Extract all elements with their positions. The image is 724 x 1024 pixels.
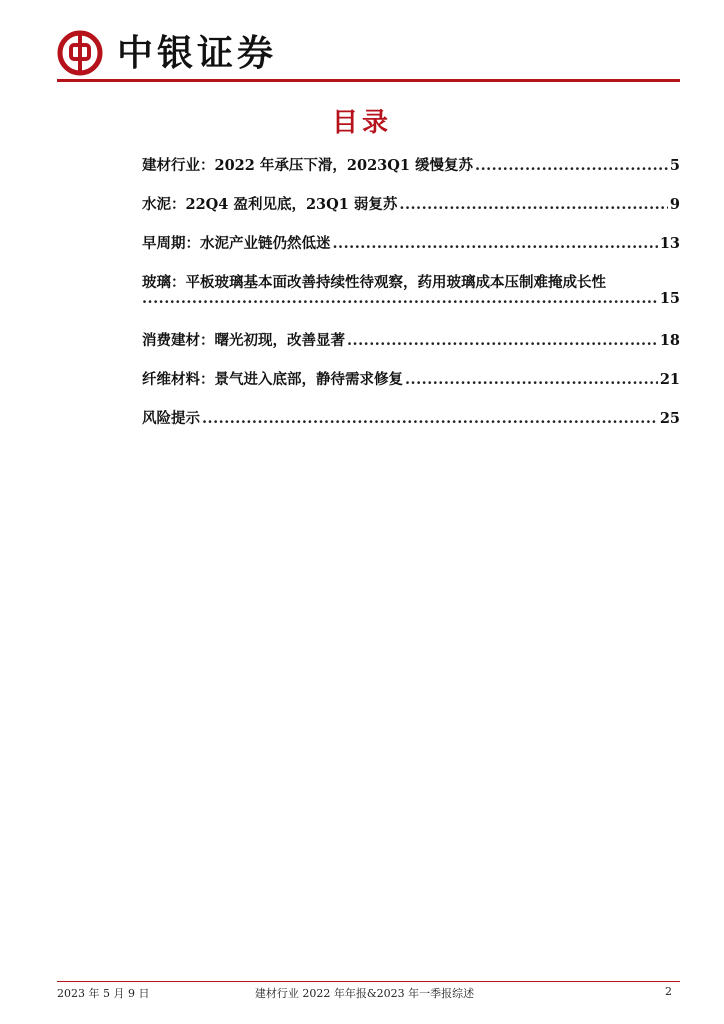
toc-entry-title: 建材行业：2022 年承压下滑，2023Q1 缓慢复苏 [142,157,474,174]
toc-entry[interactable] [142,368,680,387]
toc-entry-page: 9 [669,196,680,213]
page-footer [57,985,672,1001]
toc-entry-page: 18 [659,332,680,349]
footer-page-number: 2 [665,985,672,998]
report-header [57,30,277,76]
table-of-contents [142,154,680,426]
toc-leader-dots [405,371,658,388]
toc-entry[interactable] [142,271,680,309]
toc-title: 目录 [331,108,392,138]
toc-entry-page: 21 [659,371,680,388]
footer-date: 2023 年 5 月 9 日 [57,987,150,1000]
brand-name: 中银证券 [117,32,278,74]
toc-entry-page: 25 [659,410,680,427]
toc-leader-dots [333,235,658,252]
toc-entry-page: 13 [659,235,680,252]
toc-entry-title: 风险提示 [142,410,200,427]
toc-entry-title: 早周期：水泥产业链仍然低迷 [142,235,331,252]
toc-entry-title: 水泥：22Q4 盈利见底，23Q1 弱复苏 [142,196,398,213]
toc-entry[interactable] [142,154,680,173]
toc-entry[interactable] [142,407,680,426]
toc-entry[interactable] [142,193,680,212]
toc-entry-title: 纤维材料：景气进入底部，静待需求修复 [142,371,403,388]
toc-entry[interactable] [142,232,680,251]
bank-of-china-logo-icon [57,30,103,76]
toc-leader-dots [142,290,658,307]
footer-report-title: 建材行业 2022 年年报&2023 年一季报综述 [254,987,475,1000]
toc-leader-dots [347,332,658,349]
toc-entry[interactable] [142,329,680,348]
toc-leader-dots [399,196,668,213]
toc-entry-page: 5 [669,157,680,174]
toc-entry-title: 玻璃：平板玻璃基本面改善持续性待观察，药用玻璃成本压制难掩成长性 [142,274,606,291]
toc-leader-dots [202,410,658,427]
toc-entry-title: 消费建材：曙光初现，改善显著 [142,332,345,349]
footer-divider [57,981,680,982]
toc-leader-dots [475,157,668,174]
toc-entry-page: 15 [659,290,680,307]
header-divider [57,79,680,82]
